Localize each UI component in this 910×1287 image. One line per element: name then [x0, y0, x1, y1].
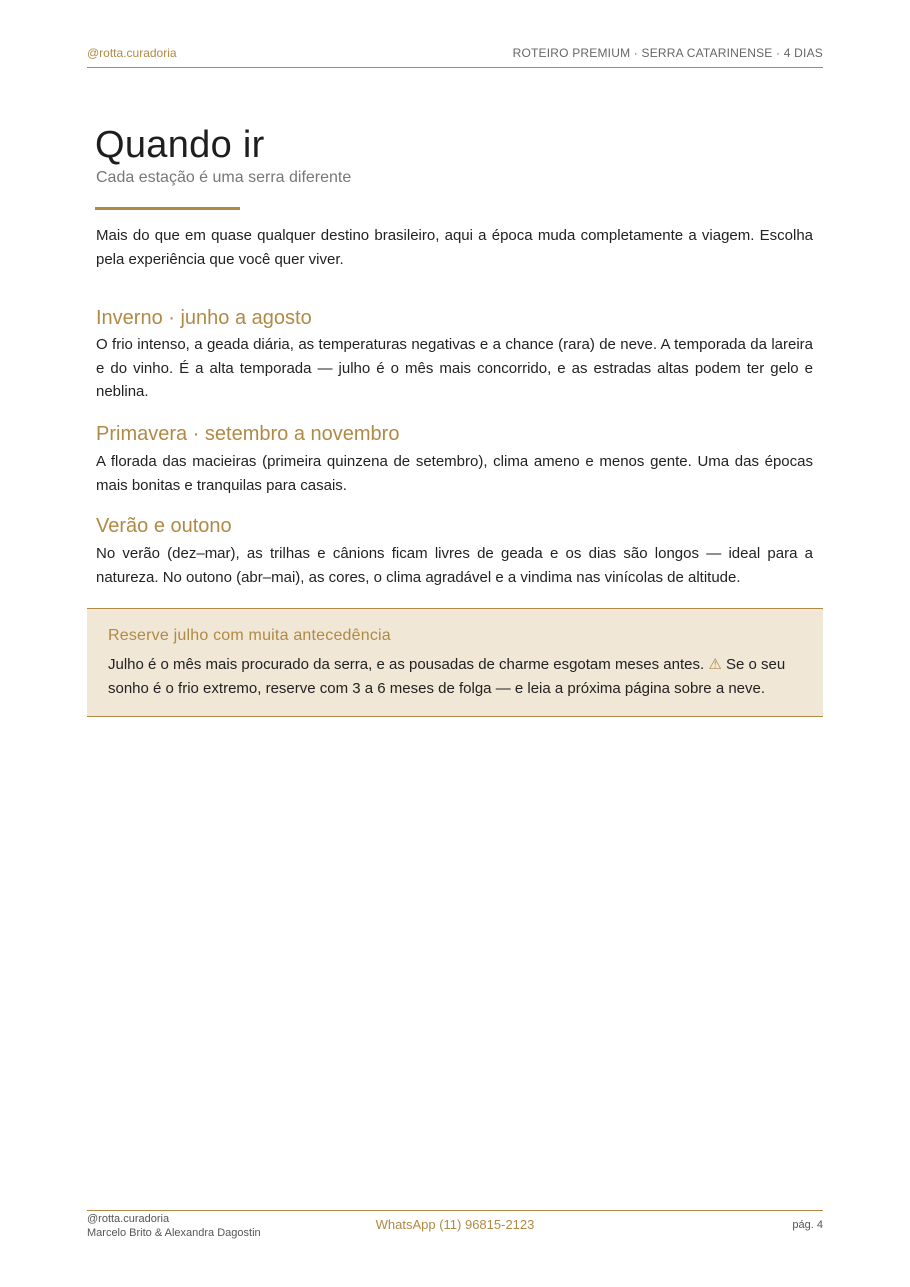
callout-box [87, 608, 823, 717]
callout-text-after: Se o seu sonho é o frio extremo, reserve com 3 a 6 meses de folga — e leia a próxima página sobre a neve. [108, 656, 786, 697]
page-title: Quando ir [95, 124, 265, 166]
header-doc-title: ROTEIRO PREMIUM · SERRA CATARINENSE · 4 DIAS [512, 46, 823, 60]
title-accent-divider [95, 207, 240, 210]
page-subtitle: Cada estação é uma serra diferente [96, 169, 352, 186]
footer-authors: Marcelo Brito & Alexandra Dagostin [87, 1227, 261, 1239]
warning-icon: ⚠ [708, 656, 722, 673]
intro-paragraph: Mais do que em quase qualquer destino brasileiro, aqui a época muda completamente a viagem. Escolha pela experiência que você quer viver. [96, 227, 813, 268]
section-heading-inverno: Inverno · junho a agosto [96, 307, 312, 329]
header-handle: @rotta.curadoria [87, 46, 177, 60]
footer-divider [87, 1210, 823, 1211]
callout-title: Reserve julho com muita antecedência [108, 627, 391, 644]
section-heading-primavera: Primavera · setembro a novembro [96, 423, 400, 445]
section-body-primavera: A florada das macieiras (primeira quinzena de setembro), clima ameno e menos gente. Uma das épocas mais bonitas e tranquilas para casais. [96, 453, 813, 494]
header-divider [87, 67, 823, 68]
footer-page-number: pág. 4 [792, 1219, 823, 1231]
section-heading-verao-outono: Verão e outono [96, 515, 232, 537]
callout-text-before: Julho é o mês mais procurado da serra, e as pousadas de charme esgotam meses antes. [108, 656, 709, 673]
footer-handle: @rotta.curadoria [87, 1213, 170, 1225]
section-body-verao-outono: No verão (dez–mar), as trilhas e cânions ficam livres de geada e os dias são longos — ideal para a natureza. No outono (abr–mai), as cores, o clima agradável e a vindima nas vinícolas de altitude. [96, 545, 813, 586]
footer-whatsapp: WhatsApp (11) 96815-2123 [375, 1217, 535, 1232]
section-body-inverno: O frio intenso, a geada diária, as temperaturas negativas e a chance (rara) de neve. A temporada da lareira e do vinho. É a alta temporada — julho é o mês mais concorrido, e as estradas altas podem ter gelo e neblina. [96, 336, 813, 400]
callout-body [108, 653, 808, 700]
